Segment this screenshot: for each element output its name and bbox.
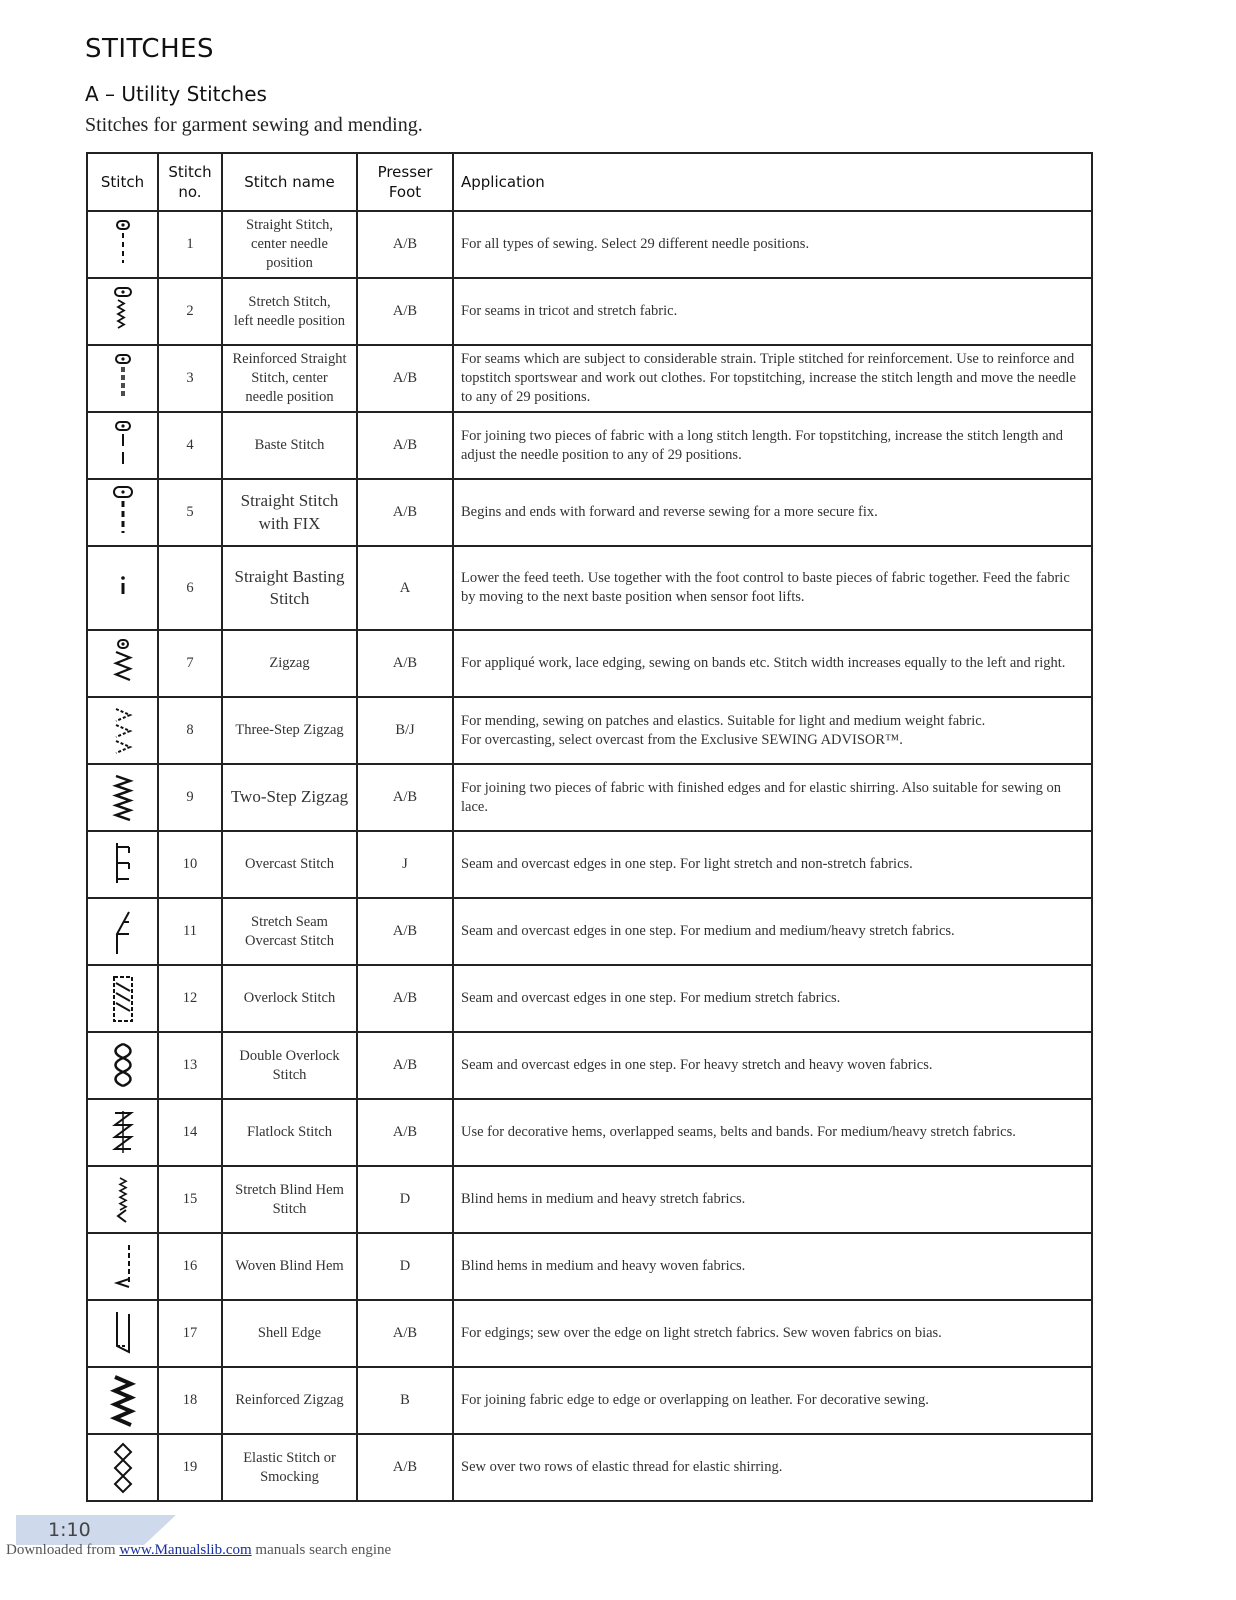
presser-foot: A/B: [357, 1434, 453, 1501]
stitch-application: Use for decorative hems, overlapped seams, belts and bands. For medium/heavy stretch fabrics.: [453, 1099, 1092, 1166]
stitch-name: Baste Stitch: [222, 412, 357, 479]
presser-foot: A/B: [357, 278, 453, 345]
presser-foot: A/B: [357, 479, 453, 546]
table-row: [87, 1434, 1092, 1501]
manualslib-link[interactable]: www.Manualslib.com: [119, 1542, 252, 1558]
straight-stitch-fix-icon: [88, 485, 157, 541]
table-row: [87, 630, 1092, 697]
stitch-name: Stretch Seam Overcast Stitch: [222, 898, 357, 965]
table-row: [87, 278, 1092, 345]
stitch-application: Seam and overcast edges in one step. For heavy stretch and heavy woven fabrics.: [453, 1032, 1092, 1099]
straight-basting-stitch-icon: [88, 560, 157, 616]
section-title: A – Utility Stitches: [85, 82, 267, 106]
stitch-name: Woven Blind Hem: [222, 1233, 357, 1300]
stitch-name: Straight Stitch with FIX: [222, 479, 357, 546]
stitch-icon-cell: [87, 965, 158, 1032]
stitch-name: Stretch Blind Hem Stitch: [222, 1166, 357, 1233]
stitch-application: Seam and overcast edges in one step. For medium and medium/heavy stretch fabrics.: [453, 898, 1092, 965]
stitch-application: For all types of sewing. Select 29 different needle positions.: [453, 211, 1092, 278]
download-credit: [6, 1542, 391, 1559]
table-header-row: [87, 153, 1092, 211]
stitch-number: 10: [158, 831, 222, 898]
stitch-number: 5: [158, 479, 222, 546]
table-row: [87, 697, 1092, 764]
presser-foot: A/B: [357, 764, 453, 831]
header-presser-foot: Presser Foot: [357, 153, 453, 211]
three-step-zigzag-icon: [88, 703, 157, 759]
stitch-name: Three-Step Zigzag: [222, 697, 357, 764]
stitch-table: [86, 152, 1093, 1502]
table-row: [87, 1099, 1092, 1166]
zigzag-icon: [88, 636, 157, 692]
stitch-application: Blind hems in medium and heavy woven fabrics.: [453, 1233, 1092, 1300]
page-title: STITCHES: [85, 34, 215, 64]
stitch-number: 2: [158, 278, 222, 345]
presser-foot: A: [357, 546, 453, 630]
stitch-application: For joining fabric edge to edge or overlapping on leather. For decorative sewing.: [453, 1367, 1092, 1434]
presser-foot: A/B: [357, 1099, 453, 1166]
stitch-icon-cell: [87, 1099, 158, 1166]
stitch-application: Seam and overcast edges in one step. For medium stretch fabrics.: [453, 965, 1092, 1032]
table-row: [87, 412, 1092, 479]
table-row: [87, 1300, 1092, 1367]
header-stitch: Stitch: [87, 153, 158, 211]
woven-blind-hem-icon: [88, 1239, 157, 1295]
presser-foot: A/B: [357, 1300, 453, 1367]
section-subtitle: Stitches for garment sewing and mending.: [85, 114, 423, 136]
reinforced-straight-stitch-icon: [88, 351, 157, 407]
stitch-application: For appliqué work, lace edging, sewing on bands etc. Stitch width increases equally to the left and right.: [453, 630, 1092, 697]
table-row: [87, 1032, 1092, 1099]
stretch-blind-hem-icon: [88, 1172, 157, 1228]
stitch-application: For edgings; sew over the edge on light stretch fabrics. Sew woven fabrics on bias.: [453, 1300, 1092, 1367]
table-row: [87, 764, 1092, 831]
stitch-icon-cell: [87, 764, 158, 831]
table-row: [87, 479, 1092, 546]
stitch-application: Begins and ends with forward and reverse sewing for a more secure fix.: [453, 479, 1092, 546]
stitch-icon-cell: [87, 479, 158, 546]
table-row: [87, 546, 1092, 630]
table-row: [87, 211, 1092, 278]
stitch-number: 15: [158, 1166, 222, 1233]
stitch-name: Overlock Stitch: [222, 965, 357, 1032]
stitch-name: Elastic Stitch or Smocking: [222, 1434, 357, 1501]
stitch-number: 13: [158, 1032, 222, 1099]
stitch-name: Stretch Stitch, left needle position: [222, 278, 357, 345]
stitch-icon-cell: [87, 412, 158, 479]
stitch-icon-cell: [87, 345, 158, 412]
stitch-name: Overcast Stitch: [222, 831, 357, 898]
table-row: [87, 1166, 1092, 1233]
stitch-name: Straight Basting Stitch: [222, 546, 357, 630]
double-overlock-icon: [88, 1038, 157, 1094]
header-application: Application: [453, 153, 1092, 211]
stretch-stitch-left-icon: [88, 284, 157, 340]
overlock-stitch-icon: [88, 971, 157, 1027]
presser-foot: D: [357, 1233, 453, 1300]
stitch-name: Reinforced Zigzag: [222, 1367, 357, 1434]
header-stitch-no: Stitch no.: [158, 153, 222, 211]
stitch-number: 8: [158, 697, 222, 764]
table-row: [87, 898, 1092, 965]
stitch-application: Seam and overcast edges in one step. For light stretch and non-stretch fabrics.: [453, 831, 1092, 898]
two-step-zigzag-icon: [88, 770, 157, 826]
presser-foot: D: [357, 1166, 453, 1233]
stitch-icon-cell: [87, 630, 158, 697]
stitch-application: Sew over two rows of elastic thread for elastic shirring.: [453, 1434, 1092, 1501]
stitch-application: For mending, sewing on patches and elastics. Suitable for light and medium weight fabric. For overcasting, select overcast from the Exclusive SEWING ADVISOR™.: [453, 697, 1092, 764]
table-row: [87, 1233, 1092, 1300]
flatlock-stitch-icon: [88, 1105, 157, 1161]
stitch-number: 7: [158, 630, 222, 697]
stitch-icon-cell: [87, 1166, 158, 1233]
stitch-number: 6: [158, 546, 222, 630]
stitch-icon-cell: [87, 1367, 158, 1434]
stitch-name: Reinforced Straight Stitch, center needle position: [222, 345, 357, 412]
table-row: [87, 345, 1092, 412]
shell-edge-icon: [88, 1306, 157, 1362]
stitch-application: Blind hems in medium and heavy stretch fabrics.: [453, 1166, 1092, 1233]
stitch-number: 1: [158, 211, 222, 278]
stitch-icon-cell: [87, 898, 158, 965]
presser-foot: A/B: [357, 965, 453, 1032]
stitch-number: 14: [158, 1099, 222, 1166]
stitch-application: For seams in tricot and stretch fabric.: [453, 278, 1092, 345]
stitch-icon-cell: [87, 831, 158, 898]
stitch-icon-cell: [87, 546, 158, 630]
presser-foot: A/B: [357, 898, 453, 965]
stitch-number: 3: [158, 345, 222, 412]
stitch-icon-cell: [87, 1434, 158, 1501]
overcast-stitch-icon: [88, 837, 157, 893]
stitch-number: 19: [158, 1434, 222, 1501]
stitch-application: Lower the feed teeth. Use together with the foot control to baste pieces of fabric together. Feed the fabric by moving to the next baste position when sensor foot lifts.: [453, 546, 1092, 630]
table-row: [87, 1367, 1092, 1434]
stitch-name: Flatlock Stitch: [222, 1099, 357, 1166]
stitch-number: 4: [158, 412, 222, 479]
search-engine-text: manuals search engine: [255, 1542, 392, 1558]
stretch-seam-overcast-icon: [88, 904, 157, 960]
stitch-name: Shell Edge: [222, 1300, 357, 1367]
header-stitch-name: Stitch name: [222, 153, 357, 211]
table-row: [87, 965, 1092, 1032]
elastic-stitch-smocking-icon: [88, 1440, 157, 1496]
stitch-number: 12: [158, 965, 222, 1032]
downloaded-from-text: Downloaded from: [6, 1542, 116, 1558]
stitch-name: Straight Stitch, center needle position: [222, 211, 357, 278]
presser-foot: A/B: [357, 412, 453, 479]
baste-stitch-icon: [88, 418, 157, 474]
table-row: [87, 831, 1092, 898]
stitch-number: 11: [158, 898, 222, 965]
stitch-icon-cell: [87, 1032, 158, 1099]
stitch-application: For joining two pieces of fabric with finished edges and for elastic shirring. Also suitable for sewing on lace.: [453, 764, 1092, 831]
presser-foot: J: [357, 831, 453, 898]
presser-foot: A/B: [357, 1032, 453, 1099]
stitch-icon-cell: [87, 1233, 158, 1300]
page-number-tab: [16, 1515, 176, 1545]
stitch-name: Double Overlock Stitch: [222, 1032, 357, 1099]
presser-foot: A/B: [357, 211, 453, 278]
page-number: 1:10: [48, 1519, 91, 1541]
stitch-icon-cell: [87, 211, 158, 278]
stitch-number: 17: [158, 1300, 222, 1367]
stitch-icon-cell: [87, 278, 158, 345]
presser-foot: A/B: [357, 345, 453, 412]
stitch-icon-cell: [87, 1300, 158, 1367]
stitch-number: 16: [158, 1233, 222, 1300]
stitch-number: 9: [158, 764, 222, 831]
presser-foot: A/B: [357, 630, 453, 697]
stitch-name: Two-Step Zigzag: [222, 764, 357, 831]
straight-stitch-center-icon: [88, 217, 157, 273]
presser-foot: B: [357, 1367, 453, 1434]
stitch-application: For joining two pieces of fabric with a long stitch length. For topstitching, increase the stitch length and adjust the needle position to any of 29 positions.: [453, 412, 1092, 479]
presser-foot: B/J: [357, 697, 453, 764]
stitch-number: 18: [158, 1367, 222, 1434]
stitch-name: Zigzag: [222, 630, 357, 697]
reinforced-zigzag-icon: [88, 1373, 157, 1429]
stitch-icon-cell: [87, 697, 158, 764]
stitch-application: For seams which are subject to considerable strain. Triple stitched for reinforcement. Use to reinforce and topstitch sportswear and work out clothes. For topstitching, increase the stitch length and move the needle to any of 29 positions.: [453, 345, 1092, 412]
